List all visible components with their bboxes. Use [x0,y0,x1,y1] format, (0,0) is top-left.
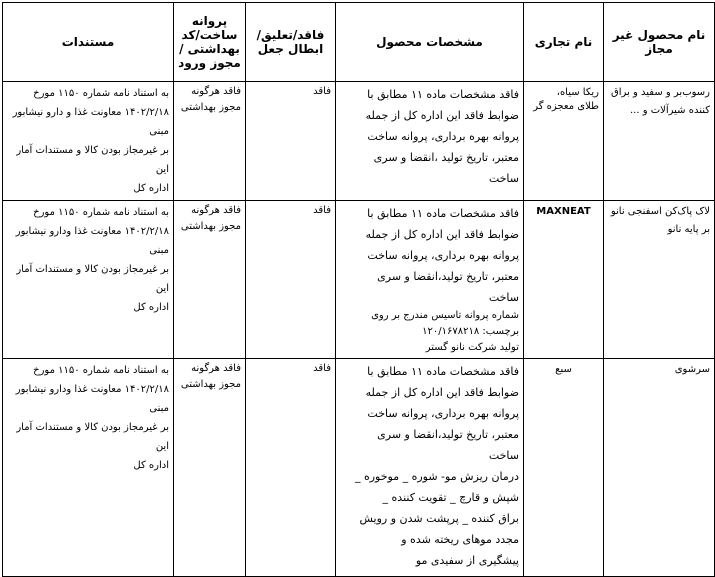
spec-note-line: شپش و قارچ _ تقویت کننده _ [382,491,519,504]
docs-cell [3,82,174,201]
license-line: فاقد هرگونه [191,205,241,216]
spec-line: ساخت [488,291,519,304]
product-name-line: بر پایه نانو [667,224,710,235]
brand-line: سبع [555,364,572,375]
spec-line: پروانه بهره برداری، پروانه ساخت [367,249,519,262]
docs-line: ۱۴۰۲/۲/۱۸ معاونت غذا و دارو نیشابور مبنی [12,107,169,137]
license-line: مجوز بهداشتی [180,379,241,390]
table-row [3,201,715,359]
product-name-line: کننده شیرآلات و ... [630,105,710,116]
docs-line: به استناد نامه شماره ۱۱۵۰ مورخ [33,365,169,376]
spec-line: ساخت [488,172,519,185]
docs-cell [3,359,174,577]
spec-line: فاقد مشخصات ماده ۱۱ مطابق با [367,88,519,101]
docs-line: اداره کل [133,460,169,471]
brand-line: ریکا سیاه، [556,87,599,98]
brand-cell [524,82,604,201]
product-name-line: رسوب‌بر و سفید و براق [610,87,710,98]
header-row [3,3,715,82]
license-cell [174,82,246,201]
spec-note-line: تولید شرکت نانو گستر [425,342,519,353]
spec-line: ساخت [488,449,519,462]
spec-line: ضوابط فاقد این اداره کل از جمله [365,109,519,122]
docs-line: بر غیرمجاز بودن کالا و مستندات آمار این [16,264,169,294]
status-cell: فاقد [246,201,336,359]
spec-line: معتبر، تاریخ تولید،انقضا و سری [377,270,519,283]
license-cell [174,359,246,577]
spec-cell [336,201,524,359]
unauthorized-products-table [2,2,715,577]
product-name-line: لاک پاک‌کن اسفنجی نانو [610,206,710,217]
spec-note-line: براق کننده _ پرپشت شدن و رویش [359,512,519,525]
product-name-cell [604,359,715,577]
header-brand: نام تجاری [524,3,604,82]
spec-line: ضوابط فاقد این اداره کل از جمله [365,386,519,399]
spec-note-line: درمان ریزش مو- شوره _ موخوره _ [354,470,519,483]
docs-line: بر غیرمجاز بودن کالا و مستندات آمار این [16,145,169,175]
docs-line: به استناد نامه شماره ۱۱۵۰ مورخ [33,88,169,99]
spec-note-line: شماره پروانه تاسیس مندرج بر روی [371,310,519,321]
brand-cell [524,359,604,577]
product-name-line: سرشوی [674,364,710,375]
header-spec: مشخصات محصول [336,3,524,82]
docs-line: اداره کل [133,183,169,194]
spec-line: پروانه بهره برداری، پروانه ساخت [367,407,519,420]
docs-line: به استناد نامه شماره ۱۱۵۰ مورخ [33,207,169,218]
spec-line: پروانه بهره برداری، پروانه ساخت [367,130,519,143]
brand-line: طلای معجزه گر [533,101,599,112]
table-row [3,359,715,577]
docs-line: بر غیرمجاز بودن کالا و مستندات آمار این [16,422,169,452]
spec-note-line: پیشگیری از سفیدی مو [415,554,519,567]
docs-cell [3,201,174,359]
docs-line: ۱۴۰۲/۲/۱۸ معاونت غذا ودارو نیشابور مبنی [15,384,169,414]
header-status: فاقد/تعلیق/ابطال جعل [246,3,336,82]
header-docs: مستندات [3,3,174,82]
header-name: نام محصول غیر مجاز [604,3,715,82]
header-license: پروانه ساخت/کد بهداشتی / مجوز ورود [174,3,246,82]
docs-line: ۱۴۰۲/۲/۱۸ معاونت غذا ودارو نیشابور مبنی [15,226,169,256]
product-name-cell [604,82,715,201]
status-cell: فاقد [246,359,336,577]
spec-note-line: برچسب: ۱۲۰/۱۶۷۸۲۱۸ [422,326,519,337]
brand-cell [524,201,604,359]
table-row [3,82,715,201]
license-line: فاقد هرگونه [191,86,241,97]
spec-cell [336,82,524,201]
spec-cell [336,359,524,577]
status-cell: فاقد [246,82,336,201]
license-cell [174,201,246,359]
license-line: مجوز بهداشتی [180,221,241,232]
spec-line: فاقد مشخصات ماده ۱۱ مطابق با [367,207,519,220]
spec-note-line: مجدد موهای ریخته شده و [401,533,519,546]
product-name-cell [604,201,715,359]
spec-line: معتبر، تاریخ تولید ،انقضا و سری [373,151,519,164]
license-line: مجوز بهداشتی [180,102,241,113]
spec-line: معتبر، تاریخ تولید،انقضا و سری [377,428,519,441]
docs-line: اداره کل [133,302,169,313]
brand-line: MAXNEAT [536,206,591,217]
spec-line: فاقد مشخصات ماده ۱۱ مطابق با [367,365,519,378]
spec-line: ضوابط فاقد این اداره کل از جمله [365,228,519,241]
license-line: فاقد هرگونه [191,363,241,374]
